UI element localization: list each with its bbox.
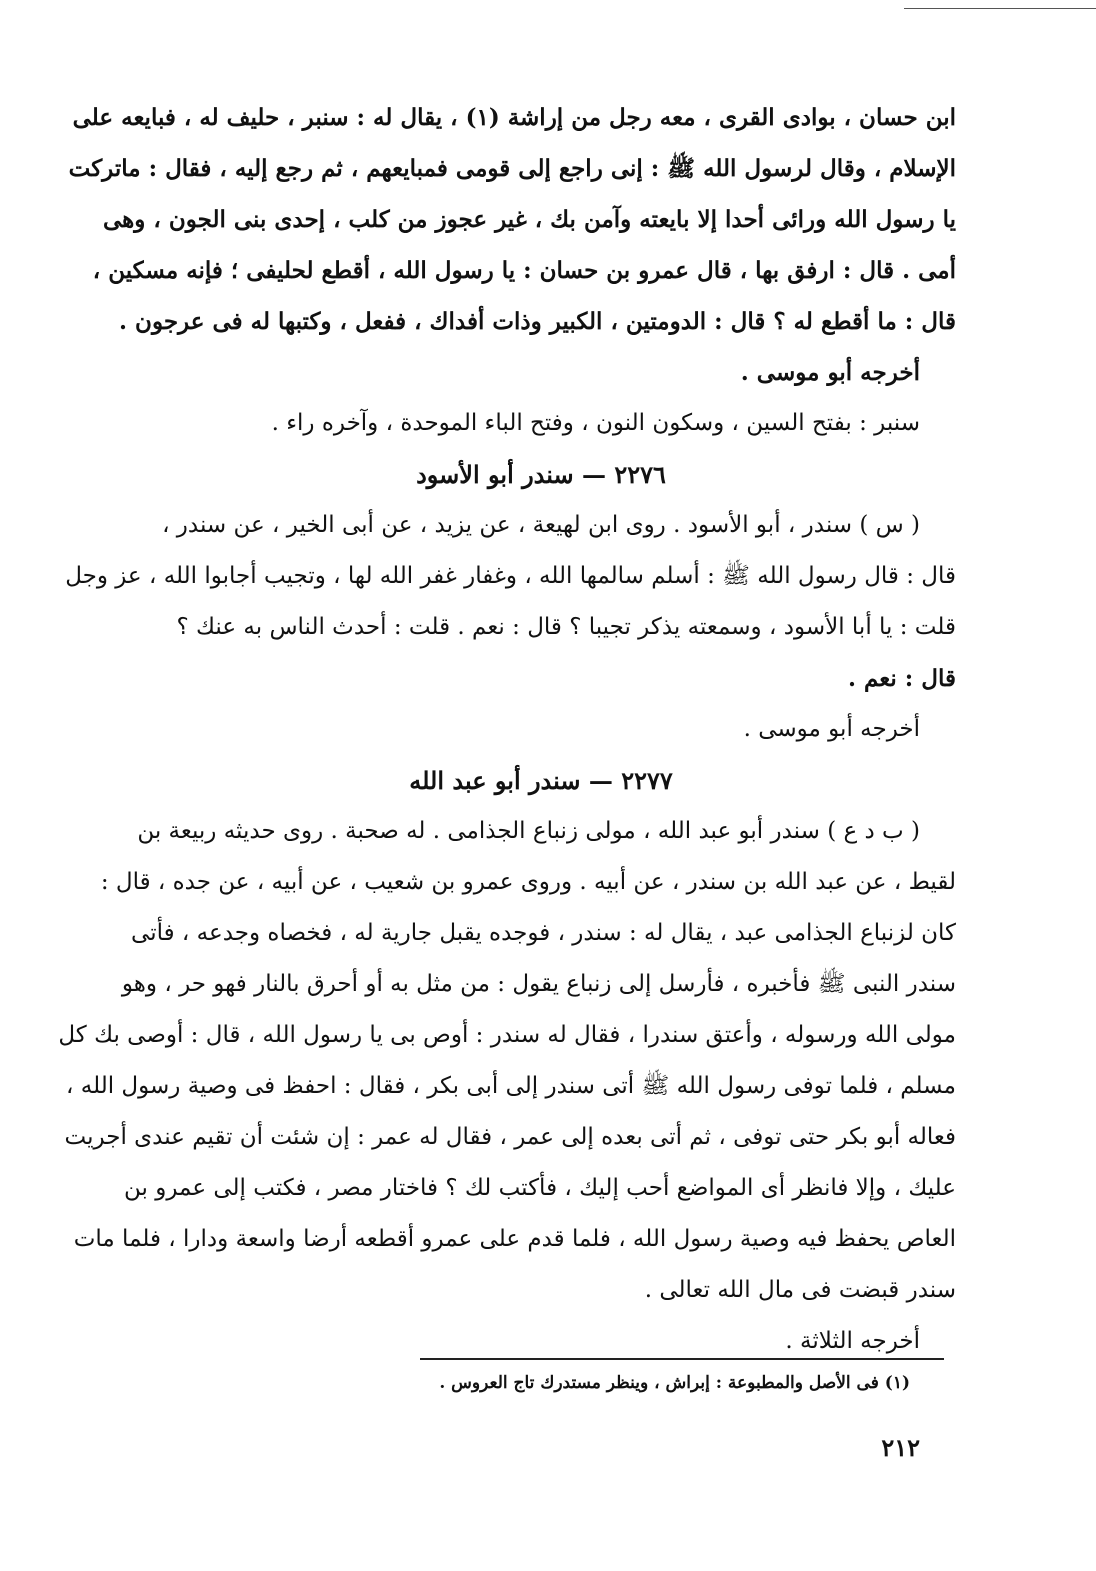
- footnote-rule: [420, 1358, 944, 1360]
- entry-2277: [58, 763, 956, 1360]
- text-line: يا رسول الله ورائى أحدا إلا بايعته وآمن بك ، غير عجوز من كلب ، إحدى بنى الجون ، وهى: [103, 206, 956, 233]
- text-line: لقيط ، عن عبد الله بن سندر ، عن أبيه . وروى عمرو بن شعيب ، عن أبيه ، عن جده ، قال :: [100, 869, 956, 895]
- text-line: ( س ) سندر ، أبو الأسود . روى ابن لهيعة ، عن يزيد ، عن أبى الخير ، عن سندر ،: [162, 512, 920, 538]
- text-line: ابن حسان ، بوادى القرى ، معه رجل من إراشة (١) ، يقال له : سنبر ، حليف له ، فبايعه على: [72, 104, 956, 131]
- text-line: مسلم ، فلما توفى رسول الله ﷺ أتى سندر إلى أبى بكر ، فقال : احفظ فى وصية رسول الله ،: [66, 1073, 956, 1099]
- text-line: الإسلام ، وقال لرسول الله ﷺ : إنى راجع إلى قومى فمبايعهم ، ثم رجع إليه ، فقال : ماتركت: [68, 155, 956, 182]
- text-line: أمى . قال : ارفق بها ، قال عمرو بن حسان : يا رسول الله ، أقطع لحليفى ؛ فإنه مسكين ،: [92, 257, 956, 284]
- entry-heading: ٢٢٧٧ — سندر أبو عبد الله: [409, 766, 673, 795]
- text-line: قال : ما أقطع له ؟ قال : الدومتين ، الكبير وذات أفداك ، ففعل ، وكتبها له فى عرجون .: [119, 308, 956, 335]
- entry-heading: ٢٢٧٦ — سندر أبو الأسود: [416, 460, 666, 489]
- top-edge-rule: [904, 8, 1096, 9]
- entry-continued: [68, 100, 956, 442]
- entry-2276: [65, 457, 956, 748]
- text-line: فعاله أبو بكر حتى توفى ، ثم أتى بعده إلى عمر ، فقال له عمر : إن شئت أن تقيم عندى أجريت: [64, 1124, 956, 1150]
- text-line: سندر النبى ﷺ فأخبره ، فأرسل إلى زنباع يقول : من مثل به أو أحرق بالنار فهو حر ، وهو: [121, 971, 956, 997]
- text-line: سندر قبضت فى مال الله تعالى .: [644, 1277, 956, 1303]
- text-line: ( ب د ع ) سندر أبو عبد الله ، مولى زنباع الجذامى . له صحبة . روى حديثه ربيعة بن: [137, 818, 920, 844]
- text-line: قال : قال رسول الله ﷺ : أسلم سالمها الله ، وغفار غفر الله لها ، وتجيب أجابوا الله ، عز وجل: [65, 563, 956, 589]
- page-number: ٢١٢: [881, 1433, 920, 1462]
- text-line: قال : نعم .: [847, 665, 956, 692]
- text-line: قلت : يا أبا الأسود ، وسمعته يذكر تجيبا ؟ قال : نعم . قلت : أحدث الناس به عنك ؟: [176, 614, 956, 640]
- text-line: كان لزنباع الجذامى عبد ، يقال له : سندر ، فوجده يقبل جارية له ، فخصاه وجدعه ، فأتى: [131, 920, 956, 946]
- page-body: [58, 100, 956, 1375]
- text-line: مولى الله ورسوله ، وأعتق سندرا ، فقال له سندر : أوص بى يا رسول الله ، قال : أوصى بك كل: [58, 1022, 956, 1048]
- text-line: عليك ، وإلا فانظر أى المواضع أحب إليك ، فأكتب لك ؟ فاختار مصر ، فكتب إلى عمرو بن: [124, 1175, 956, 1201]
- text-line: العاص يحفظ فيه وصية رسول الله ، فلما قدم على عمرو أقطعه أرضا واسعة ودارا ، فلما مات: [73, 1226, 956, 1252]
- footnote: (١) فى الأصل والمطبوعة : إبراش ، وينظر مستدرك تاج العروس .: [439, 1373, 910, 1393]
- source-line: أخرجه الثلاثة .: [785, 1328, 920, 1354]
- spelling-note: سنبر : بفتح السين ، وسكون النون ، وفتح الباء الموحدة ، وآخره راء .: [271, 410, 920, 436]
- source-line: أخرجه أبو موسى .: [740, 359, 920, 386]
- source-line: أخرجه أبو موسى .: [743, 716, 920, 742]
